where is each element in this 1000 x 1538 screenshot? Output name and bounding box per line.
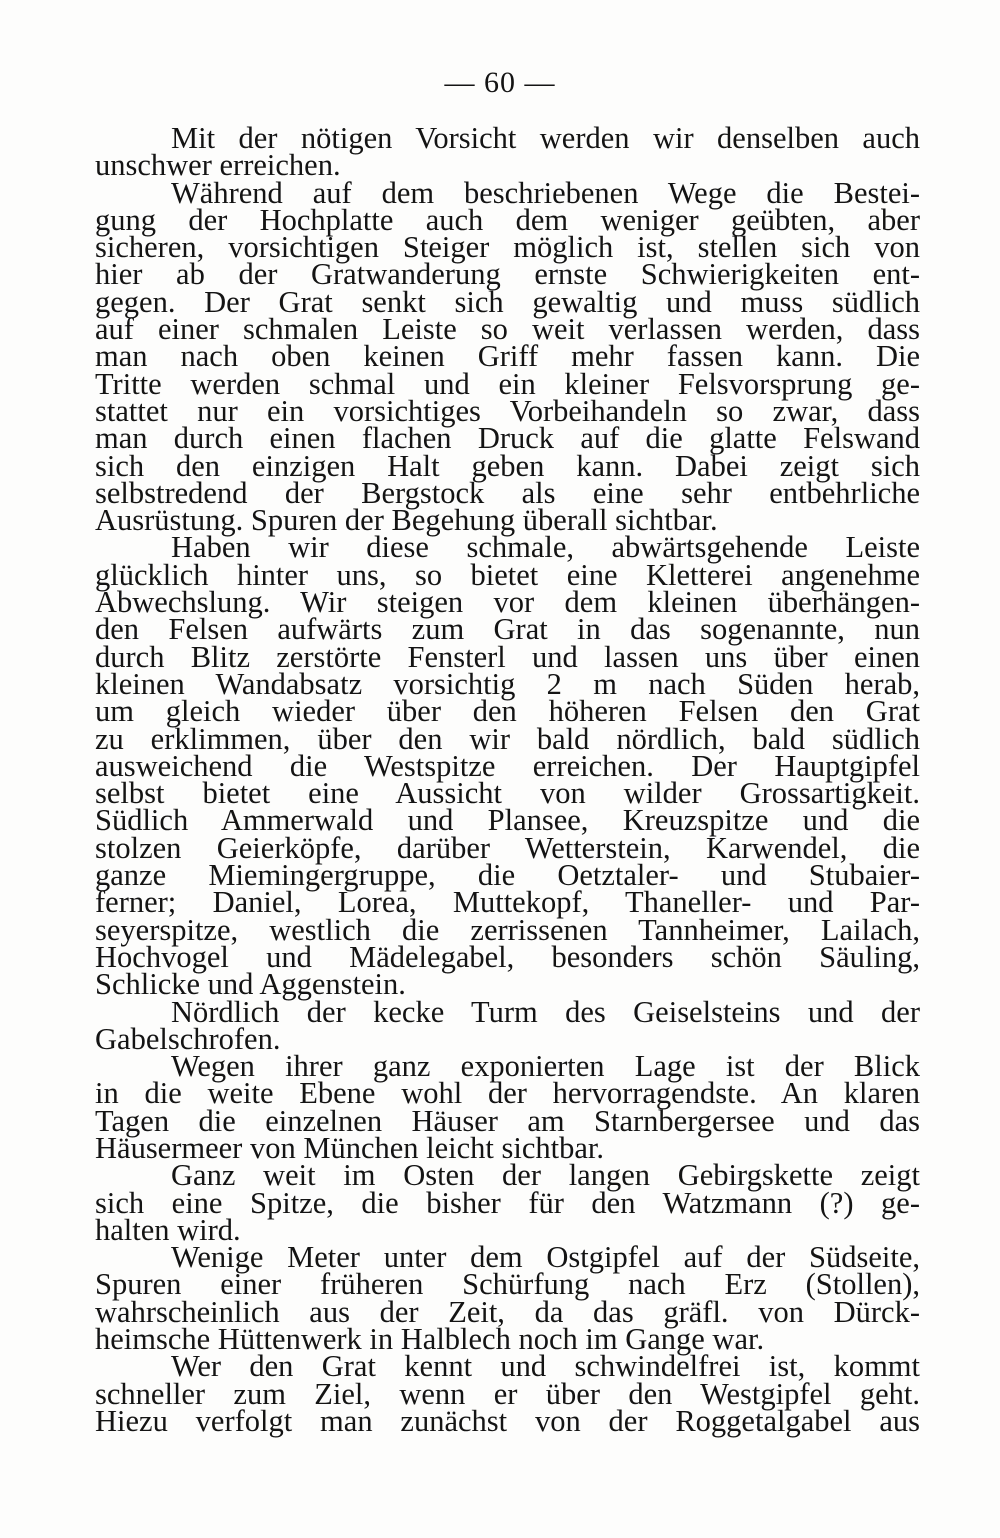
- text-line: gung der Hochplatte auch dem weniger geübten, aber: [95, 202, 920, 237]
- text-line: Wer den Grat kennt und schwindelfrei ist, kommt: [171, 1349, 920, 1384]
- text-line: halten wird.: [95, 1212, 241, 1247]
- text-line: hier ab der Gratwanderung ernste Schwierigkeiten ent-: [95, 257, 920, 292]
- body-text: [95, 121, 920, 1438]
- text-line: wahrscheinlich aus der Zeit, da das gräfl. von Dürck-: [95, 1294, 920, 1329]
- text-line: zu erklimmen, über den wir bald nördlich, bald südlich: [95, 721, 920, 756]
- text-line: Hochvogel und Mädelegabel, besonders schön Säuling,: [95, 939, 920, 974]
- page-number: — 60 —: [444, 66, 556, 99]
- text-line: man durch einen flachen Druck auf die glatte Felswand: [95, 421, 920, 456]
- text-line: kleinen Wandabsatz vorsichtig 2 m nach Süden herab,: [95, 666, 920, 701]
- text-line: seyerspitze, westlich die zerrissenen Tannheimer, Lailach,: [95, 912, 920, 947]
- text-line: Nördlich der kecke Turm des Geiselsteins und der: [171, 994, 920, 1029]
- text-line: glücklich hinter uns, so bietet eine Kletterei angenehme: [95, 557, 920, 592]
- text-line: sich eine Spitze, die bisher für den Watzmann (?) ge-: [95, 1185, 920, 1220]
- text-line: sich den einzigen Halt geben kann. Dabei zeigt sich: [95, 448, 920, 483]
- text-line: Mit der nötigen Vorsicht werden wir denselben auch: [171, 121, 920, 155]
- text-line: gegen. Der Grat senkt sich gewaltig und muss südlich: [95, 284, 920, 319]
- text-line: selbstredend der Bergstock als eine sehr entbehrliche: [95, 475, 920, 510]
- text-line: den Felsen aufwärts zum Grat in das sogenannte, nun: [95, 612, 920, 647]
- text-line: um gleich wieder über den höheren Felsen den Grat: [95, 694, 920, 729]
- text-line: stolzen Geierköpfe, darüber Wetterstein, Karwendel, die: [95, 830, 920, 865]
- text-line: in die weite Ebene wohl der hervorragendste. An klaren: [95, 1076, 920, 1111]
- text-line: Schlicke und Aggenstein.: [95, 967, 406, 1002]
- text-line: Haben wir diese schmale, abwärtsgehende Leiste: [171, 530, 920, 565]
- text-line: Während auf dem beschriebenen Wege die Bestei-: [171, 175, 920, 210]
- text-line: Wegen ihrer ganz exponierten Lage ist der Blick: [171, 1049, 920, 1084]
- text-line: heimsche Hüttenwerk in Halblech noch im Gange war.: [95, 1322, 765, 1357]
- text-line: schneller zum Ziel, wenn er über den Westgipfel geht.: [95, 1376, 920, 1411]
- text-line: Wenige Meter unter dem Ostgipfel auf der Südseite,: [171, 1240, 920, 1275]
- text-line: unschwer erreichen.: [95, 148, 341, 183]
- text-line: Gabelschrofen.: [95, 1021, 281, 1056]
- text-line: Südlich Ammerwald und Plansee, Kreuzspitze und die: [95, 803, 920, 838]
- text-line: Ausrüstung. Spuren der Begehung überall sichtbar.: [95, 503, 718, 538]
- text-line: Häusermeer von München leicht sichtbar.: [95, 1130, 605, 1165]
- text-line: Spuren einer früheren Schürfung nach Erz (Stollen),: [95, 1267, 920, 1302]
- text-line: ausweichend die Westspitze erreichen. Der Hauptgipfel: [95, 748, 920, 783]
- text-line: selbst bietet eine Aussicht von wilder Grossartigkeit.: [95, 776, 920, 811]
- text-line: sicheren, vorsichtigen Steiger möglich ist, stellen sich von: [95, 230, 920, 265]
- text-line: Hiezu verfolgt man zunächst von der Roggetalgabel aus: [95, 1403, 920, 1438]
- text-line: ganze Miemingergruppe, die Oetztaler- und Stubaier-: [95, 858, 920, 893]
- text-line: auf einer schmalen Leiste so weit verlassen werden, dass: [95, 312, 920, 347]
- text-line: Abwechslung. Wir steigen vor dem kleinen überhängen-: [95, 585, 920, 620]
- text-line: durch Blitz zerstörte Fensterl und lassen uns über einen: [95, 639, 920, 674]
- text-line: man nach oben keinen Griff mehr fassen kann. Die: [95, 339, 920, 374]
- text-line: stattet nur ein vorsichtiges Vorbeihandeln so zwar, dass: [95, 393, 920, 428]
- text-line: Ganz weit im Osten der langen Gebirgskette zeigt: [171, 1158, 920, 1193]
- text-line: ferner; Daniel, Lorea, Muttekopf, Thaneller- und Par-: [95, 885, 920, 920]
- text-line: Tagen die einzelnen Häuser am Starnbergersee und das: [95, 1103, 920, 1138]
- text-line: Tritte werden schmal und ein kleiner Felsvorsprung ge-: [95, 366, 920, 401]
